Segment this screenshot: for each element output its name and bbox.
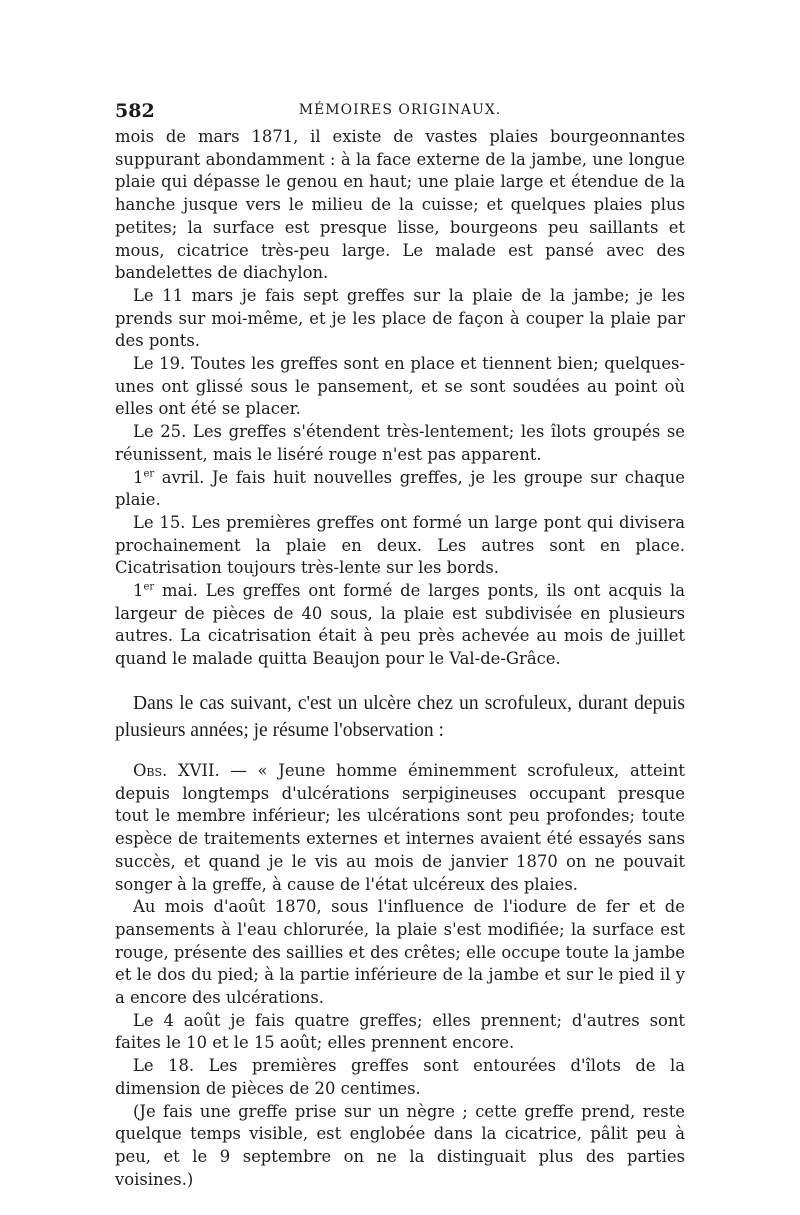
observation-dash: — <box>219 761 258 780</box>
paragraph: Le 19. Toutes les greffes sont en place et tiennent bien; quelques-unes ont glissé sous le pansement, et se sont soudées au point où elles ont été se placer. <box>115 354 685 419</box>
observation-text: « Jeune homme éminemment scrofuleux, atteint depuis longtemps d'ulcérations serpigineuses occupant presque tout le membre inférieur; les ulcérations sont peu profondes; toute espèce de traitements externes et internes avaient été essayés sans succès, et quand je le vis au mois de janvier 1870 on ne pouvait songer à la greffe, à cause de l'état ulcéreux des plaies. <box>115 761 685 894</box>
paragraph: mois de mars 1871, il existe de vastes plaies bourgeonnantes suppurant abondamment : à la face externe de la jambe, une longue plaie qui dépasse le genou en haut; une plaie large et étendue de la hanche jusque vers le milieu de la cuisse; et quelques plaies plus petites; la surface est presque lisse, bourgeons peu saillants et mous, cicatrice très-peu large. Le malade est pansé avec des bandelettes de diachylon. <box>115 127 685 283</box>
paragraph: Au mois d'août 1870, sous l'influence de l'iodure de fer et de pansements à l'eau chlorurée, la plaie s'est modifiée; la surface est rouge, présente des saillies et des crêtes; elle occupe toute la jambe et le dos du pied; à la partie inférieure de la jambe et sur le pied il y a encore des ulcérations. <box>115 897 685 1008</box>
paragraph: Le 4 août je fais quatre greffes; elles prennent; d'autres sont faites le 10 et le 15 août; elles prennent encore. <box>115 1010 685 1053</box>
case-narrative <box>115 126 685 671</box>
date-number: 1 <box>133 467 144 487</box>
transition-paragraph <box>115 690 685 744</box>
observation-intro <box>115 760 685 896</box>
paragraph: Le 15. Les premières greffes ont formé un large pont qui divisera prochainement la plaie en deux. Les autres sont en place. Cicatrisation toujours très-lente sur les bords. <box>115 512 685 578</box>
running-title: MÉMOIRES ORIGINAUX. <box>298 102 502 118</box>
observation-label: Obs. XVII. <box>133 761 220 780</box>
ordinal-suffix: er <box>143 468 155 480</box>
paragraph-may <box>115 580 685 671</box>
paragraph-text: mai. Les greffes ont formé de larges ponts, ils ont acquis la largeur de pièces de 40 sous, la plaie est subdivisée en plusieurs autres. La cicatrisation était à peu près achevée au mois de juillet quand le malade quitta Beaujon pour le Val-de-Grâce. <box>115 581 685 669</box>
paragraph: (Je fais une greffe prise sur un nègre ; cette greffe prend, reste quelque temps visible, est englobée dans la cicatrice, pâlit peu à peu, et le 9 septembre on ne la distinguait plus des parties voisines.) <box>115 1101 685 1189</box>
page-header <box>115 100 685 124</box>
paragraph: Le 25. Les greffes s'étendent très-lentement; les îlots groupés se réunissent, mais le liséré rouge n'est pas apparent. <box>115 422 685 464</box>
page-number: 582 <box>115 100 155 122</box>
paragraph: Le 11 mars je fais sept greffes sur la plaie de la jambe; je les prends sur moi-même, et je les place de façon à couper la plaie par des ponts. <box>115 285 685 351</box>
lead-text: Dans le cas suivant, c'est un ulcère chez un scrofuleux, durant depuis plusieurs années; je résume l'observation : <box>115 693 685 741</box>
date-number: 1 <box>133 581 144 601</box>
paragraph: Le 18. Les premières greffes sont entourées d'îlots de la dimension de pièces de 20 centimes. <box>115 1056 685 1098</box>
observation-xvii <box>115 760 685 1191</box>
paragraph-april <box>115 467 685 512</box>
paragraph-text: avril. Je fais huit nouvelles greffes, je les groupe sur chaque plaie. <box>115 467 685 510</box>
ordinal-suffix: er <box>143 581 155 593</box>
